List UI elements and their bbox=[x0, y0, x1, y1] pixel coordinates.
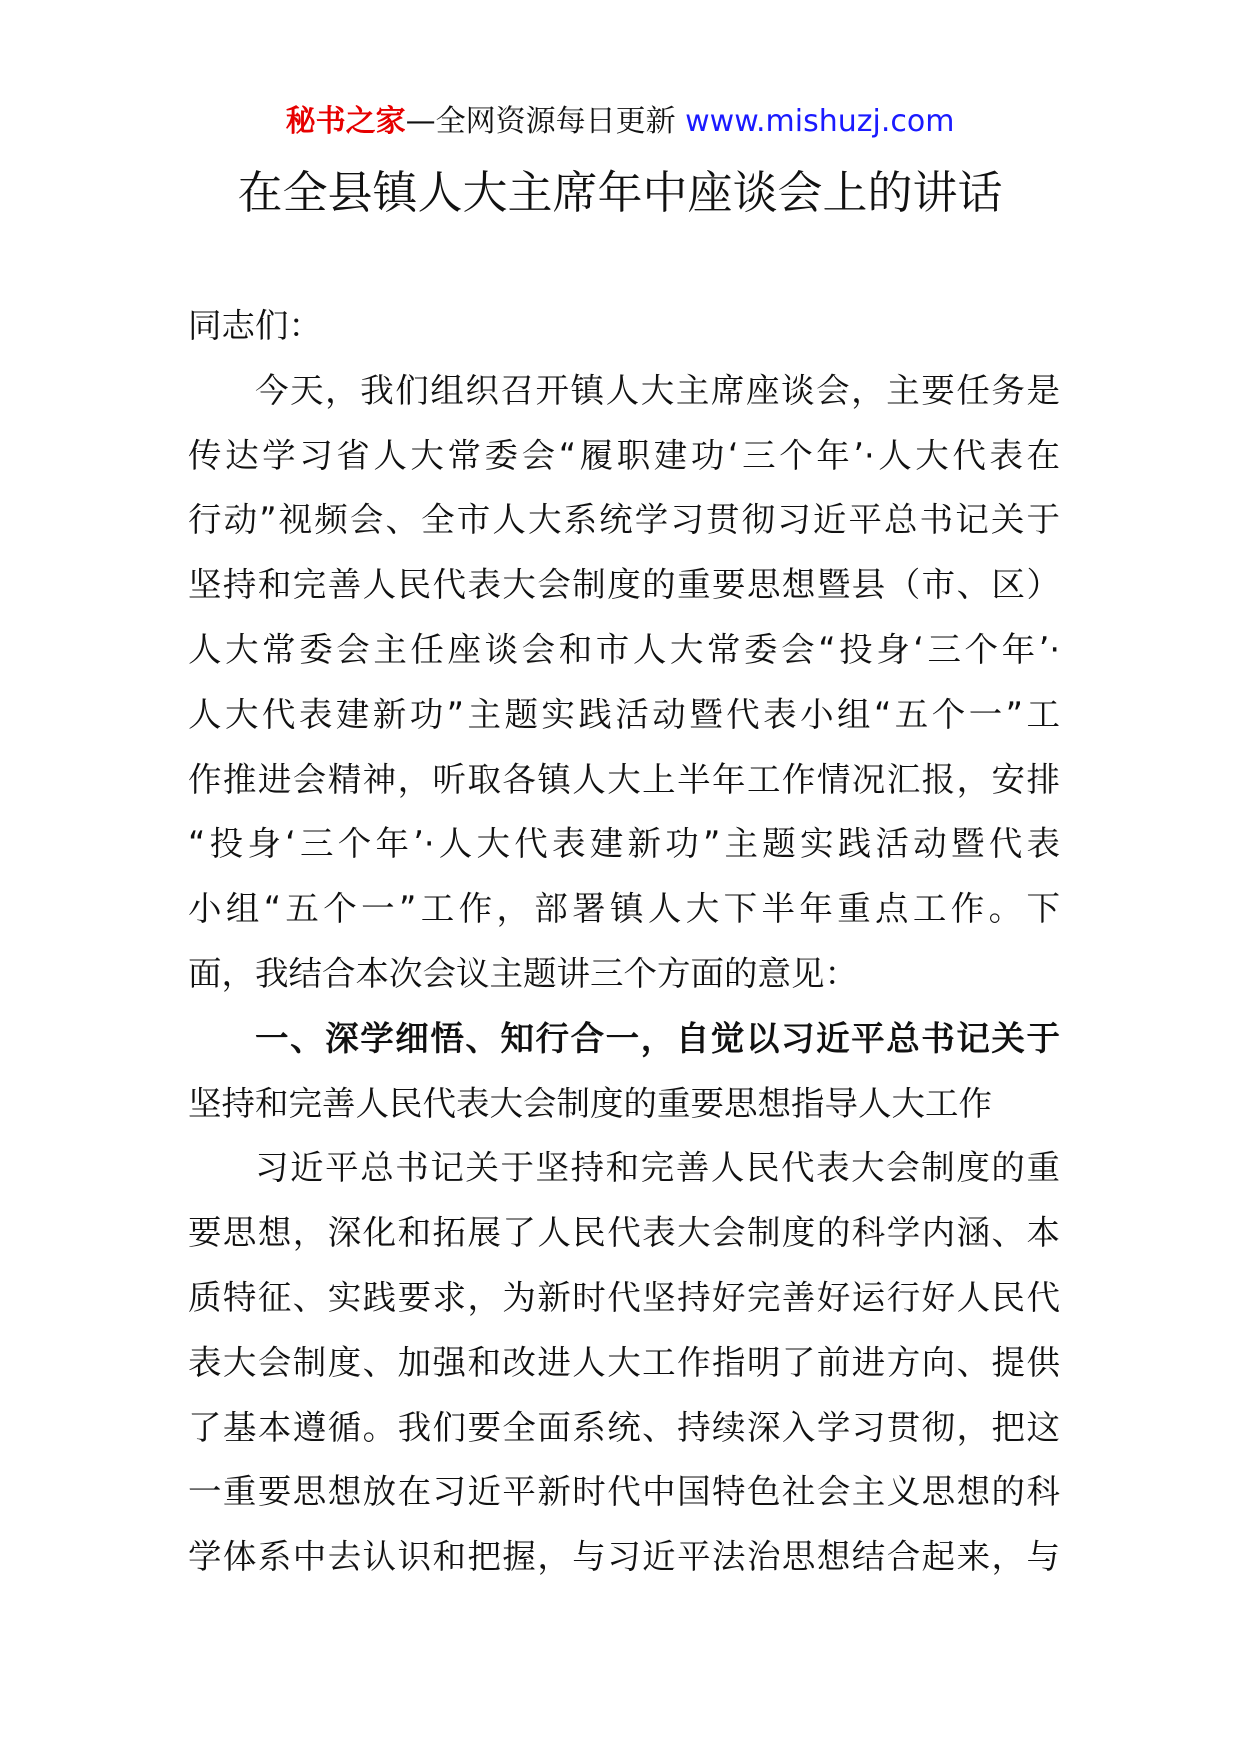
paragraph-line: 表大会制度、加强和改进人大工作指明了前进方向、提供 bbox=[188, 1342, 1060, 1382]
section-heading-line: 坚持和完善人民代表大会制度的重要思想指导人大工作 bbox=[188, 1083, 992, 1123]
paragraph-line: 一重要思想放在习近平新时代中国特色社会主义思想的科 bbox=[188, 1472, 1060, 1512]
paragraph-line: 作推进会精神，听取各镇人大上半年工作情况汇报，安排 bbox=[188, 759, 1060, 799]
paragraph-line: 质特征、实践要求，为新时代坚持好完善好运行好人民代 bbox=[188, 1277, 1060, 1317]
salutation: 同志们： bbox=[188, 306, 322, 345]
paragraph-line: 坚持和完善人民代表大会制度的重要思想暨县（市、区） bbox=[188, 565, 1060, 605]
paragraph-line: 学体系中去认识和把握，与习近平法治思想结合起来，与 bbox=[188, 1537, 1060, 1577]
site-url: www.mishuzj.com bbox=[685, 104, 955, 139]
brand-name: 秘书之家 bbox=[285, 104, 406, 139]
paragraph-line: 要思想，深化和拓展了人民代表大会制度的科学内涵、本 bbox=[188, 1213, 1060, 1253]
paragraph-line: 习近平总书记关于坚持和完善人民代表大会制度的重 bbox=[255, 1148, 1060, 1188]
paragraph-line: 传达学习省人大常委会“履职建功‘三个年’·人大代表在 bbox=[188, 435, 1060, 475]
paragraph-line: 了基本遵循。我们要全面系统、持续深入学习贯彻，把这 bbox=[188, 1407, 1060, 1447]
paragraph-line: 人大常委会主任座谈会和市人大常委会“投身‘三个年’· bbox=[188, 629, 1060, 669]
watermark-header bbox=[0, 100, 1240, 144]
paragraph-line: “投身‘三个年’·人大代表建新功”主题实践活动暨代表 bbox=[188, 824, 1060, 864]
paragraph-line: 面，我结合本次会议主题讲三个方面的意见： bbox=[188, 953, 858, 993]
paragraph-line: 行动”视频会、全市人大系统学习贯彻习近平总书记关于 bbox=[188, 500, 1060, 540]
paragraph-line: 人大代表建新功”主题实践活动暨代表小组“五个一”工 bbox=[188, 694, 1060, 734]
document-title: 在全县镇人大主席年中座谈会上的讲话 bbox=[237, 166, 1003, 219]
paragraph-line: 今天，我们组织召开镇人大主席座谈会，主要任务是 bbox=[255, 370, 1060, 410]
section-heading-line: 一、深学细悟、知行合一，自觉以习近平总书记关于 bbox=[255, 1018, 1060, 1058]
header-tagline: —全网资源每日更新 bbox=[405, 104, 686, 139]
document-body bbox=[188, 294, 1060, 1590]
paragraph-line: 小组“五个一”工作，部署镇人大下半年重点工作。下 bbox=[188, 889, 1060, 929]
